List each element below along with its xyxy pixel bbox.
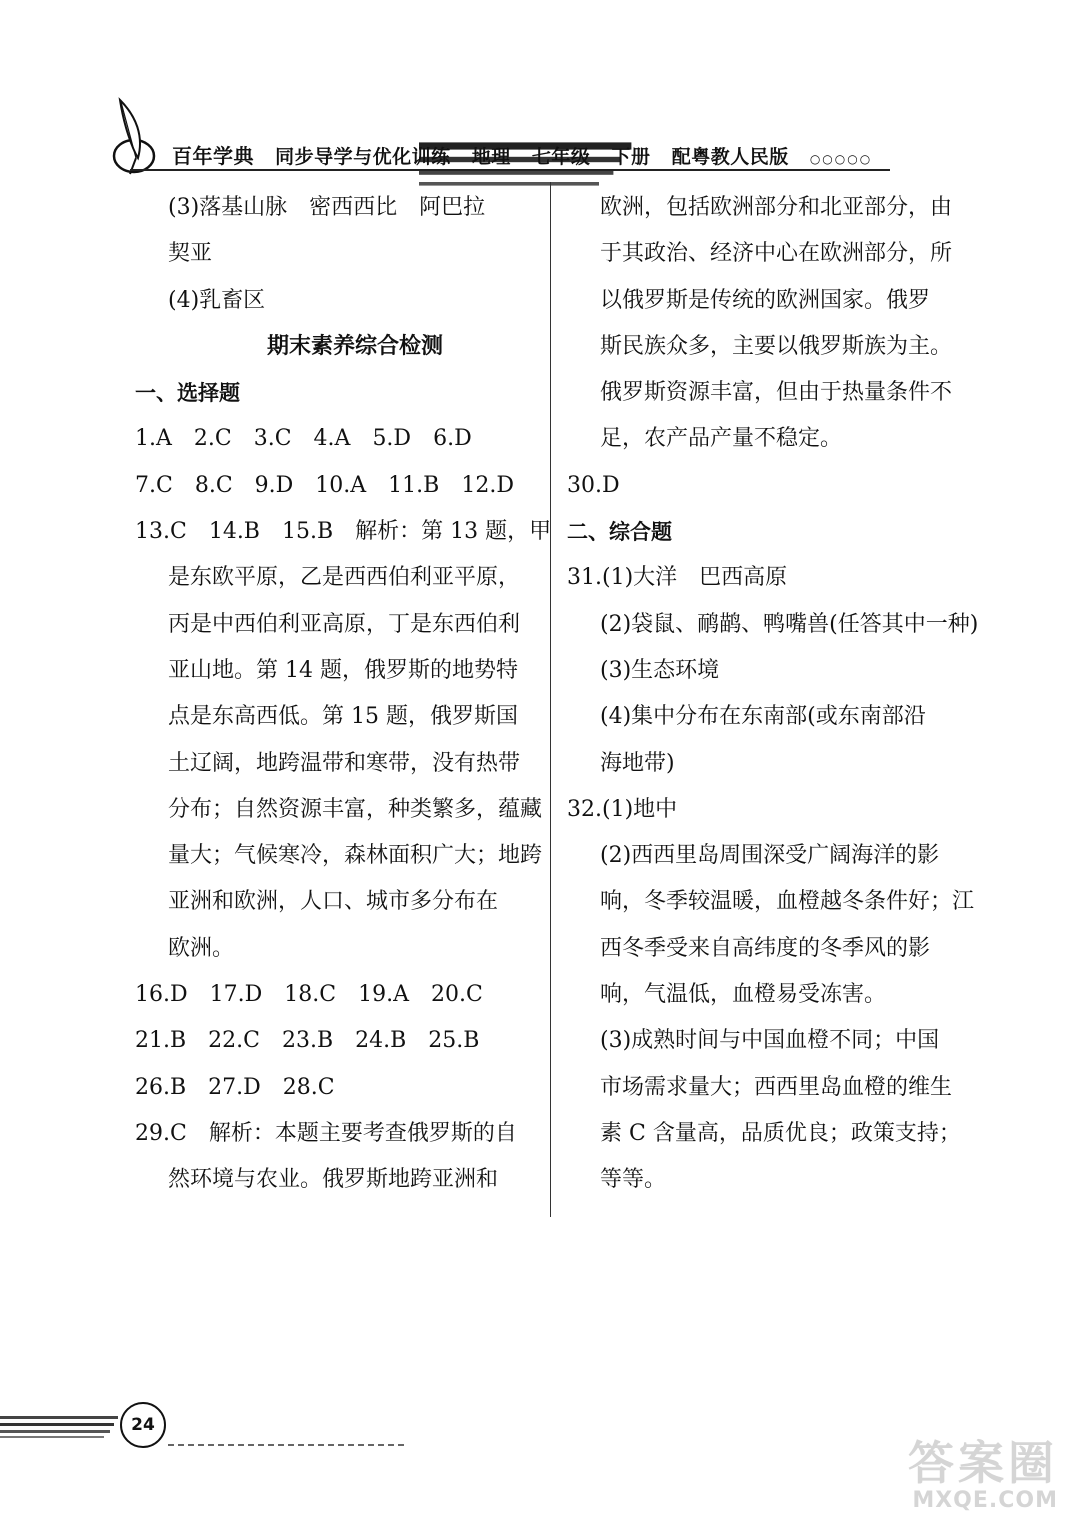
answer-line: 32.(1)地中	[567, 796, 678, 822]
answer-line: 海地带)	[600, 750, 675, 776]
watermark	[878, 1438, 1058, 1524]
answer-line: 土辽阔，地跨温带和寒带，没有热带	[168, 750, 521, 776]
watermark-logo: 答案圈	[908, 1436, 1058, 1490]
header-brand: 百年学典	[172, 144, 254, 168]
answer-item: 10.A	[315, 472, 367, 498]
answer-line: 量大；气候寒冷，森林面积广大；地跨	[168, 843, 543, 869]
answer-item: 27.D	[208, 1074, 261, 1100]
answer-line: 市场需求量大；西西里岛血橙的维生	[600, 1074, 953, 1100]
header-subject: 地理	[471, 146, 511, 168]
answer-line: (4)乳畜区	[168, 287, 266, 313]
answer-item: 4.A	[313, 426, 351, 452]
header-grade: 七年级	[531, 146, 591, 168]
exam-title: 期末素养综合检测	[266, 333, 443, 359]
answer-item: 20.C	[430, 982, 483, 1008]
answer-line: 响，冬季较温暖，血橙越冬条件好；江	[600, 889, 975, 915]
answer-line: 13.C 14.B 15.B 解析：第 13 题，甲	[135, 519, 552, 545]
answer-item: 24.B	[355, 1028, 407, 1054]
answer-line: 响，气温低，血橙易受冻害。	[600, 982, 887, 1008]
answer-item: 11.B	[388, 472, 440, 498]
answer-line: 等等。	[600, 1167, 667, 1193]
answer-line: 丙是中西伯利亚高原，丁是东西伯利	[168, 611, 521, 637]
answer-item: 28.C	[282, 1074, 335, 1100]
answer-item: 5.D	[372, 426, 412, 452]
header-title	[172, 140, 886, 170]
left-column	[135, 185, 552, 1204]
answer-line: 点是东高西低。第 15 题，俄罗斯国	[168, 704, 518, 730]
answer-item: 3.C	[253, 426, 292, 452]
answer-item: 22.C	[208, 1028, 260, 1054]
header-edition: 配粤教人民版	[671, 146, 789, 168]
answer-line: 是东欧平原，乙是西西伯利亚平原，	[168, 565, 521, 591]
answer-line: (4)集中分布在东南部(或东南部沿	[600, 704, 926, 730]
header-rule	[130, 169, 890, 171]
answer-item: 26.B	[135, 1074, 187, 1100]
answer-item: 2.C	[193, 426, 232, 452]
answer-line: 亚山地。第 14 题，俄罗斯的地势特	[168, 657, 518, 683]
answer-line: (3)生态环境	[600, 657, 720, 683]
footer-dashed-rule	[168, 1444, 404, 1446]
answer-line: 30.D	[567, 472, 620, 498]
answer-item: 16.D	[135, 982, 188, 1008]
answer-line: 欧洲，包括欧洲部分和北亚部分，由	[600, 195, 953, 220]
answer-item: 7.C	[135, 472, 173, 498]
answer-line: 素 C 含量高，品质优良；政策支持；	[600, 1120, 961, 1146]
answer-line: (3)成熟时间与中国血橙不同；中国	[600, 1028, 940, 1054]
answer-item: 6.D	[433, 426, 472, 452]
answer-line: (2)西西里岛周围深受广阔海洋的影	[600, 843, 940, 869]
answer-line: 然环境与农业。俄罗斯地跨亚洲和	[168, 1167, 499, 1193]
watermark-url: MXQE.COM	[912, 1488, 1058, 1513]
answer-line: 斯民族众多，主要以俄罗斯族为主。	[600, 333, 953, 359]
answer-line: (2)袋鼠、鸸鹋、鸭嘴兽(任答其中一种)	[600, 611, 979, 637]
answer-item: 21.B	[135, 1028, 187, 1054]
header-series: 同步导学与优化训练	[275, 146, 451, 168]
answer-item: 8.C	[194, 472, 233, 498]
answer-line: 足，农产品产量不稳定。	[600, 426, 843, 452]
column-divider	[550, 182, 551, 1217]
header-dots: ○○○○○	[809, 152, 873, 166]
answer-line: 分布；自然资源丰富，种类繁多，蕴藏	[168, 796, 543, 822]
answer-item: 9.D	[254, 472, 294, 498]
answer-item: 12.D	[461, 472, 514, 498]
answer-item: 1.A	[135, 426, 172, 452]
answer-line: 于其政治、经济中心在欧洲部分，所	[600, 241, 953, 267]
answer-row	[135, 463, 545, 509]
answer-line: 欧洲。	[168, 935, 235, 961]
answer-line: 29.C 解析：本题主要考查俄罗斯的自	[135, 1120, 517, 1146]
answer-line: 以俄罗斯是传统的欧洲国家。俄罗	[600, 287, 931, 313]
right-column	[567, 185, 977, 1204]
answer-row	[135, 972, 545, 1018]
page-number: 24	[120, 1402, 166, 1448]
answer-item: 17.D	[209, 982, 263, 1008]
answer-row	[135, 1018, 545, 1064]
answer-item: 18.C	[284, 982, 337, 1008]
answer-row	[135, 416, 545, 462]
header-volume: 下册	[611, 146, 651, 168]
answer-line: (3)落基山脉 密西西比 阿巴拉	[168, 195, 486, 220]
quill-pen-icon	[100, 96, 160, 186]
answer-line: 俄罗斯资源丰富，但由于热量条件不	[600, 380, 953, 406]
section-title-choice: 一、选择题	[135, 381, 240, 406]
answer-item: 23.B	[281, 1028, 334, 1054]
answer-item: 25.B	[428, 1028, 480, 1054]
section-title-comprehensive: 二、综合题	[567, 520, 672, 545]
answer-line: 契亚	[168, 241, 213, 267]
answer-row	[135, 1065, 545, 1111]
answer-item: 19.A	[358, 982, 409, 1008]
footer-speed-lines	[0, 1414, 122, 1440]
answer-line: 亚洲和欧洲，人口、城市多分布在	[168, 889, 499, 915]
answer-line: 西冬季受来自高纬度的冬季风的影	[600, 935, 931, 961]
answer-line: 31.(1)大洋 巴西高原	[567, 565, 788, 591]
